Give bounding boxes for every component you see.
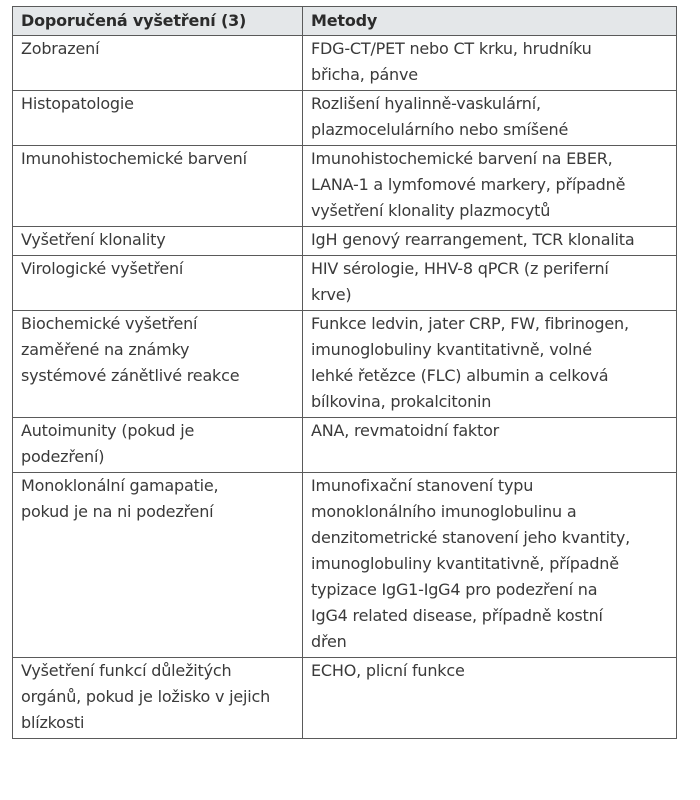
methods-text-line: břicha, pánve [311, 65, 418, 84]
methods-text-line: Imunofixační stanovení typu [311, 476, 534, 495]
test-cell [13, 473, 303, 658]
table-row [13, 146, 677, 227]
table-row [13, 311, 677, 418]
recommended-tests-table [12, 6, 677, 739]
test-cell [13, 146, 303, 227]
test-text-line: Vyšetření klonality [21, 230, 166, 249]
test-text-line: Histopatologie [21, 94, 134, 113]
methods-text-line: vyšetření klonality plazmocytů [311, 201, 551, 220]
table-row [13, 473, 677, 658]
test-cell [13, 658, 303, 739]
methods-text-line: imunoglobuliny kvantitativně, případně [311, 554, 619, 573]
table-row [13, 658, 677, 739]
test-text-line: zaměřené na známky [21, 340, 190, 359]
test-text-line: Virologické vyšetření [21, 259, 184, 278]
test-text-line: Biochemické vyšetření [21, 314, 198, 333]
methods-text-line: IgG4 related disease, případně kostní [311, 606, 603, 625]
test-text-line: blízkosti [21, 713, 85, 732]
methods-cell [303, 256, 677, 311]
header-row [13, 7, 677, 36]
methods-text-line: FDG-CT/PET nebo CT krku, hrudníku [311, 39, 592, 58]
test-text-line: Zobrazení [21, 39, 100, 58]
test-cell [13, 227, 303, 256]
methods-text-line: IgH genový rearrangement, TCR klonalita [311, 230, 635, 249]
test-cell [13, 418, 303, 473]
test-cell [13, 256, 303, 311]
methods-cell [303, 91, 677, 146]
methods-cell [303, 658, 677, 739]
methods-cell [303, 473, 677, 658]
recommended-tests-table-container [12, 6, 676, 739]
test-text-line: Autoimunity (pokud je [21, 421, 195, 440]
methods-text-line: ECHO, plicní funkce [311, 661, 465, 680]
methods-text-line: bílkovina, prokalcitonin [311, 392, 492, 411]
test-text-line: podezření) [21, 447, 105, 466]
methods-cell [303, 311, 677, 418]
table-row [13, 256, 677, 311]
test-text-line: Imunohistochemické barvení [21, 149, 247, 168]
test-text-line: orgánů, pokud je ložisko v jejich [21, 687, 271, 706]
test-cell [13, 91, 303, 146]
methods-text-line: HIV sérologie, HHV-8 qPCR (z periferní [311, 259, 609, 278]
methods-text-line: ANA, revmatoidní faktor [311, 421, 500, 440]
methods-cell [303, 36, 677, 91]
header-methods: Metody [303, 7, 677, 36]
test-cell [13, 311, 303, 418]
methods-text-line: lehké řetězce (FLC) albumin a celková [311, 366, 609, 385]
methods-text-line: LANA-1 a lymfomové markery, případně [311, 175, 626, 194]
methods-cell [303, 418, 677, 473]
table-row [13, 91, 677, 146]
test-cell [13, 36, 303, 91]
header-recommended-tests: Doporučená vyšetření (3) [13, 7, 303, 36]
table-row [13, 418, 677, 473]
methods-text-line: Funkce ledvin, jater CRP, FW, fibrinogen, [311, 314, 629, 333]
table-body [13, 36, 677, 739]
table-row [13, 227, 677, 256]
methods-text-line: Rozlišení hyalinně-vaskulární, [311, 94, 541, 113]
methods-text-line: typizace IgG1-IgG4 pro podezření na [311, 580, 598, 599]
methods-text-line: plazmocelulárního nebo smíšené [311, 120, 569, 139]
methods-text-line: dřen [311, 632, 347, 651]
methods-cell [303, 146, 677, 227]
methods-cell [303, 227, 677, 256]
methods-text-line: Imunohistochemické barvení na EBER, [311, 149, 613, 168]
methods-text-line: monoklonálního imunoglobulinu a [311, 502, 577, 521]
test-text-line: Monoklonální gamapatie, [21, 476, 219, 495]
methods-text-line: krve) [311, 285, 352, 304]
table-row [13, 36, 677, 91]
test-text-line: systémové zánětlivé reakce [21, 366, 240, 385]
test-text-line: Vyšetření funkcí důležitých [21, 661, 232, 680]
test-text-line: pokud je na ni podezření [21, 502, 214, 521]
methods-text-line: denzitometrické stanovení jeho kvantity, [311, 528, 631, 547]
table-header [13, 7, 677, 36]
methods-text-line: imunoglobuliny kvantitativně, volné [311, 340, 592, 359]
